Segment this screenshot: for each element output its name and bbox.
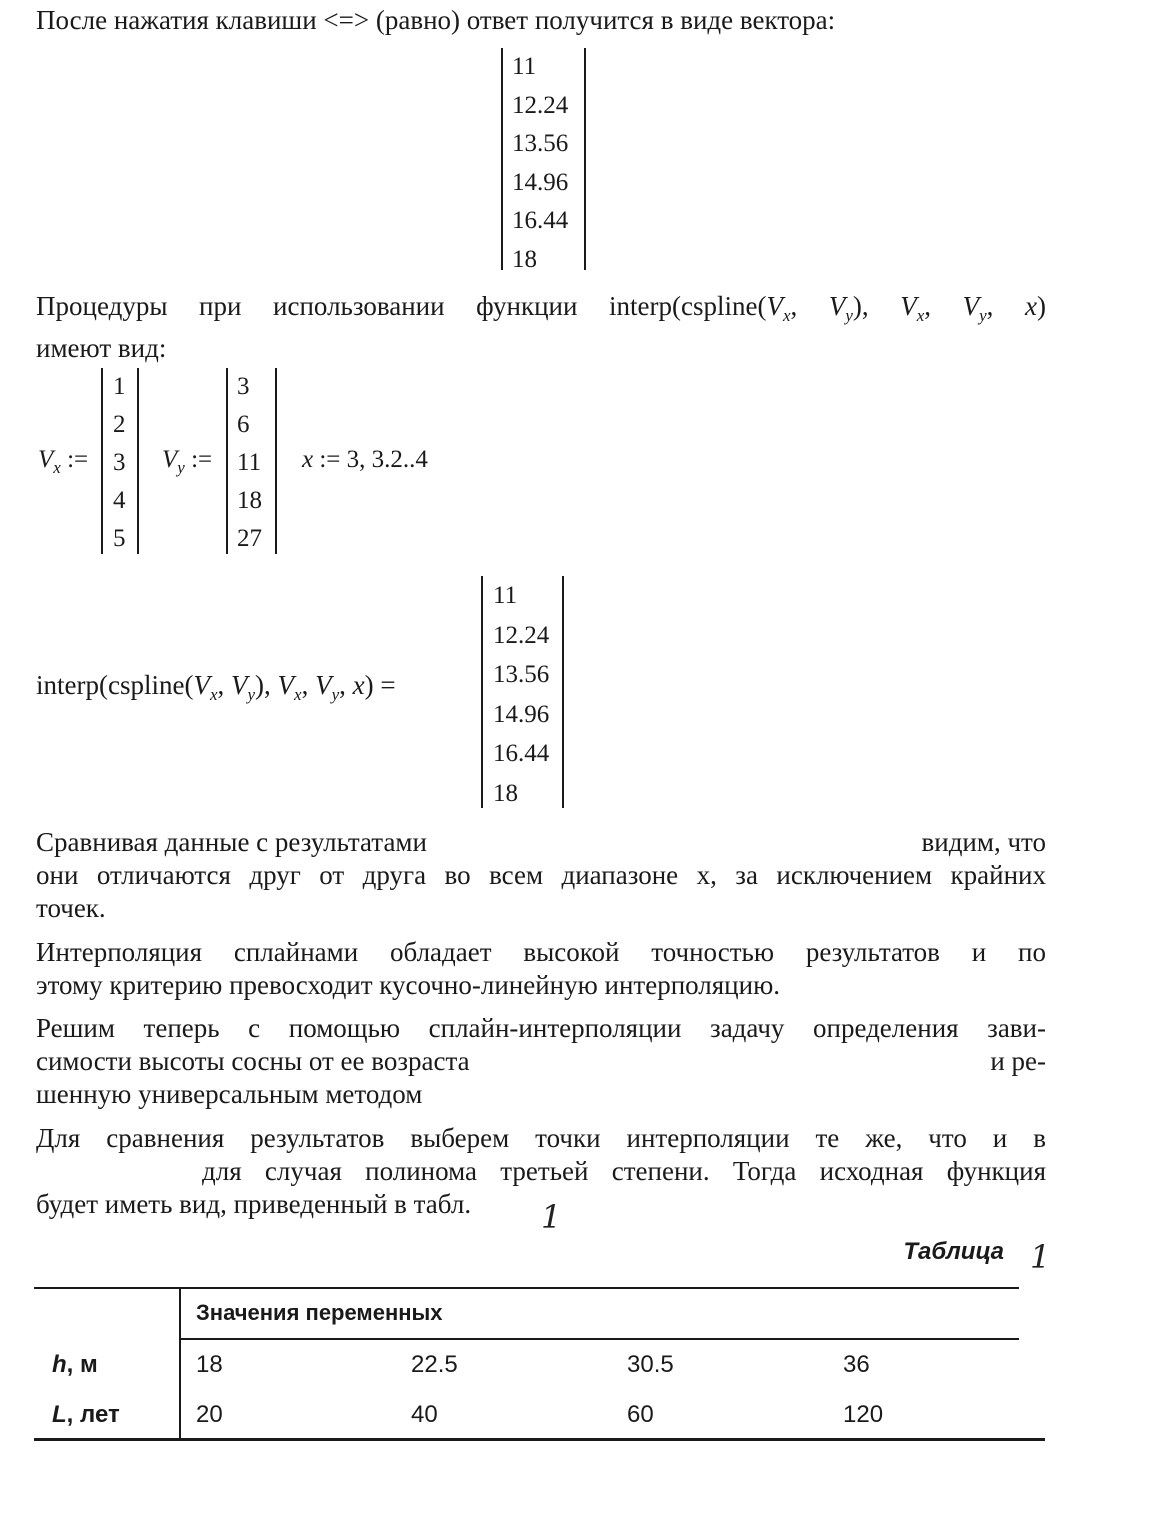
table-number: 1 <box>1030 1238 1051 1276</box>
vector-cell: 5 <box>113 525 126 552</box>
vector-cell: 16.44 <box>512 207 569 234</box>
table-cell: 22.5 <box>411 1351 458 1378</box>
vector-cell: 3 <box>113 449 126 476</box>
procedures-text: Процедуры при использовании функции interp(cspline( <box>36 291 767 321</box>
table-cell: 18 <box>196 1351 223 1378</box>
vector-cell: 11 <box>493 582 518 609</box>
compare-line-1 <box>36 826 1046 859</box>
table-cell: 40 <box>411 1401 438 1428</box>
vector-cell: 12.24 <box>493 621 550 649</box>
table-cell: 120 <box>843 1401 884 1428</box>
equals-sign: = <box>373 670 396 700</box>
sub-x: x <box>209 685 218 704</box>
vector-cell: 2 <box>113 411 126 438</box>
vector-cell: 14.96 <box>493 700 550 728</box>
sub-y: y <box>247 685 256 704</box>
interp-call: $interp(cspline(V_x$, $V_y$), $V_x$, $V_y$, x) = <box>36 670 396 704</box>
solve-right: и ре- <box>990 1046 1046 1076</box>
vector-cell: 18 <box>512 245 537 273</box>
spline-line-1: Интерполяция сплайнами обладает высокой точностью результатов и по <box>36 937 1046 967</box>
table-top-rule <box>34 1287 1019 1289</box>
spline-line-2: этому критерию превосходит кусочно-линейную интерполяцию. <box>36 970 781 1000</box>
sub-y: y <box>177 458 185 477</box>
var-v: V <box>231 670 248 700</box>
vector-cell: 18 <box>493 779 518 807</box>
row-label-l <box>52 1401 120 1429</box>
table-cell: 20 <box>196 1401 223 1428</box>
compare2-line-1: Для сравнения результатов выберем точки интерполяции те же, что и в <box>36 1123 1046 1153</box>
var-x: x <box>1025 291 1037 321</box>
unit-m: , м <box>66 1351 98 1378</box>
compare2-line-3: будет иметь вид, приведенный в табл. <box>36 1189 472 1219</box>
compare-line-2: они отличаются друг от друга во всем диапазоне x, за исключением крайних <box>36 860 1046 890</box>
sub-x: x <box>53 458 61 477</box>
interp-prefix: interp(cspline( <box>36 670 194 700</box>
var-h: h <box>52 1351 67 1378</box>
sub-y: y <box>331 685 340 704</box>
var-v: V <box>828 291 846 321</box>
vector-cell: 16.44 <box>493 740 550 767</box>
vy-label <box>162 446 212 478</box>
vector-cell: 11 <box>512 53 537 80</box>
solve-line-3: шенную универсальным методом <box>36 1079 423 1109</box>
procedures-paragraph <box>36 290 1046 365</box>
result-vector-2 <box>481 576 564 808</box>
table-cell: 30.5 <box>627 1351 674 1378</box>
var-v: V <box>900 291 917 321</box>
row-label-h <box>52 1351 98 1379</box>
vector-cell: 18 <box>237 487 262 514</box>
var-v: V <box>766 291 783 321</box>
table-header: Значения переменных <box>196 1300 443 1325</box>
spline-paragraph <box>36 936 1046 1002</box>
compare-left: Сравнивая данные с результатами <box>36 827 427 857</box>
vector-cell: 14.96 <box>512 168 569 196</box>
vector-cell: 4 <box>113 487 126 514</box>
assign-op: := <box>60 446 89 473</box>
assign-op: := <box>184 446 213 473</box>
table-title: Таблица <box>903 1238 1004 1265</box>
compare-line-3: точек. <box>36 893 106 923</box>
sub-y: y <box>845 306 853 325</box>
vector-cell: 12.24 <box>512 91 569 119</box>
sub-x: x <box>782 306 791 325</box>
table-column-divider <box>179 1288 181 1440</box>
vector-cell: 1 <box>113 373 126 400</box>
solve-line-1: Решим теперь с помощью сплайн-интерполяции задачу определения зави- <box>36 1013 1046 1043</box>
sub-y: y <box>979 306 987 325</box>
table-cell: 60 <box>627 1401 654 1428</box>
procedures-line-2: имеют вид: <box>36 333 167 363</box>
compare-paragraph <box>36 826 1046 925</box>
table-header-rule <box>180 1338 1019 1340</box>
solve-paragraph <box>36 1012 1046 1111</box>
x-range <box>302 446 428 474</box>
result-vector-1 <box>501 48 586 273</box>
var-v: V <box>277 670 295 700</box>
var-v: V <box>193 670 210 700</box>
solve-line-2 <box>36 1045 1046 1078</box>
vector-cell: 27 <box>237 525 262 552</box>
var-x: x <box>352 670 365 700</box>
unit-years: , лет <box>66 1401 120 1428</box>
var-x: x <box>302 446 314 473</box>
var-v: V <box>162 446 178 473</box>
solve-left: симости высоты сосны от ее возраста <box>36 1046 470 1076</box>
vy-vector <box>226 368 277 554</box>
sub-x: x <box>916 306 925 325</box>
vector-cell: 11 <box>237 449 262 476</box>
var-v: V <box>38 446 54 473</box>
vector-cell: 13.56 <box>512 130 569 157</box>
procedures-line-1: Процедуры при использовании функции $interp(cspline(V_x$, $V_y$), $V_x$, $V_y$, x) <box>36 291 1046 325</box>
x-range-expr: := 3, 3.2..4 <box>313 446 428 473</box>
table-ref-number: 1 <box>541 1198 562 1236</box>
intro-line: После нажатия клавиши <=> (равно) ответ получится в виде вектора: <box>36 5 836 35</box>
vector-cell: 13.56 <box>493 661 550 688</box>
vector-cell: 3 <box>237 373 250 400</box>
vector-cell: 6 <box>237 411 250 438</box>
sub-x: x <box>294 685 302 704</box>
var-l: L <box>52 1401 67 1428</box>
vx-vector <box>101 368 139 554</box>
compare2-line-2: для случая полинома третьей степени. Тогда исходная функция <box>202 1156 1046 1186</box>
intro-paragraph <box>36 4 1046 37</box>
compare-right: видим, что <box>921 827 1046 857</box>
table-bottom-rule <box>34 1438 1045 1441</box>
var-v: V <box>315 670 332 700</box>
var-v: V <box>962 291 980 321</box>
vx-label <box>38 446 88 478</box>
table-cell: 36 <box>843 1351 870 1378</box>
